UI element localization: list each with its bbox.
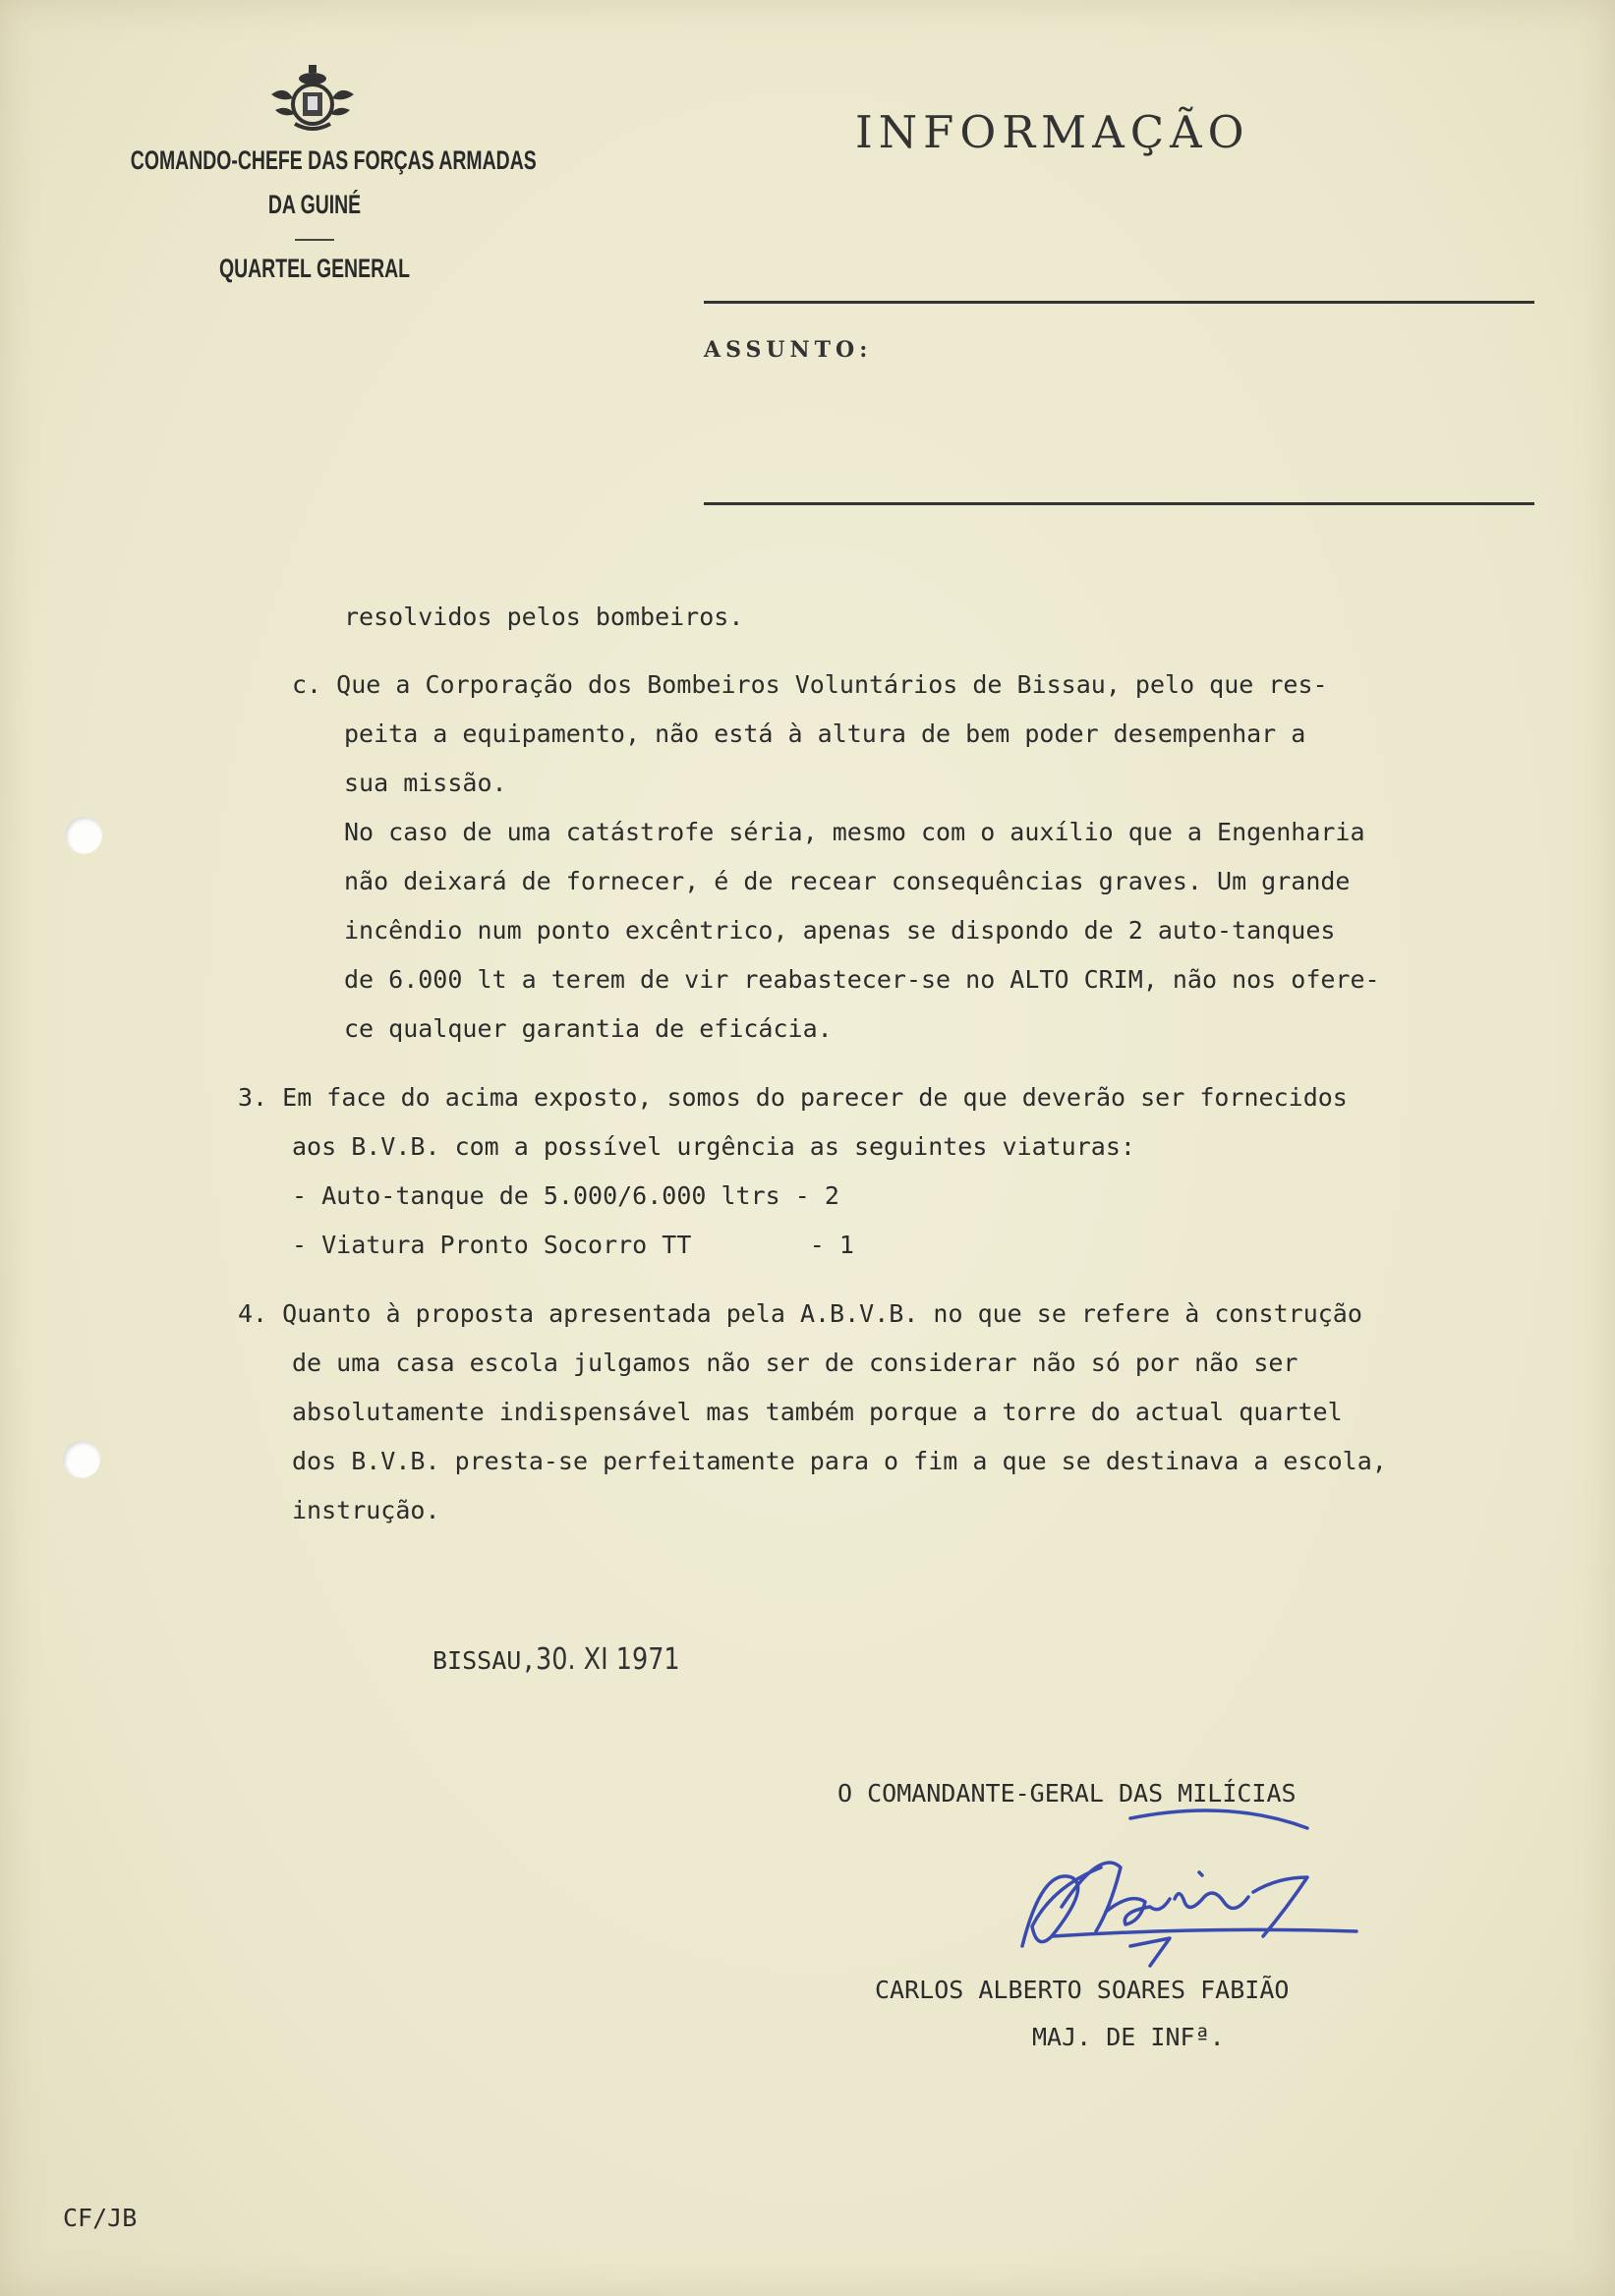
body-line: 4. Quanto à proposta apresentada pela A.B.V.B. no que se refere à construção [238,1299,1362,1328]
body-line: dos B.V.B. presta-se perfeitamente para o fim a que se destinava a escola, [292,1447,1387,1475]
body-line: incêndio num ponto excêntrico, apenas se dispondo de 2 auto-tanques [344,916,1336,945]
title-underline [704,301,1534,304]
body-line: 3. Em face do acima exposto, somos do parecer de que deverão ser fornecidos [238,1083,1348,1112]
body-line: - Viatura Pronto Socorro TT - 1 [292,1231,854,1259]
punch-hole [65,817,102,854]
signatory-title: O COMANDANTE-GERAL DAS MILÍCIAS [837,1779,1297,1808]
signatory-name: CARLOS ALBERTO SOARES FABIÃO [875,1976,1290,2004]
body-line: No caso de uma catástrofe séria, mesmo com o auxílio que a Engenharia [344,818,1365,846]
body-line: - Auto-tanque de 5.000/6.000 ltrs - 2 [292,1181,839,1210]
body-line: peita a equipamento, não está à altura de bem poder desempenhar a [344,719,1306,748]
body-line: c. Que a Corporação dos Bombeiros Voluntários de Bissau, pelo que res- [292,670,1328,699]
date: 30. XI 1971 [536,1642,681,1677]
body-line: aos B.V.B. com a possível urgência as seguintes viaturas: [292,1132,1135,1161]
body-line: de 6.000 lt a terem de vir reabastecer-se no ALTO CRIM, não nos ofere- [344,965,1380,994]
letterhead-line-2: DA GUINÉ [267,190,362,219]
body-line: instrução. [292,1496,440,1524]
reference-initials: CF/JB [63,2204,138,2232]
place: BISSAU, [433,1646,537,1675]
letterhead-divider [295,239,334,241]
body-line: ce qualquer garantia de eficácia. [344,1014,833,1043]
subject-label: ASSUNTO: [704,337,873,363]
place-date [433,1636,706,1686]
handwritten-signature [1012,1808,1366,1976]
letterhead-line-3: QUARTEL GENERAL [218,254,411,283]
body-line: resolvidos pelos bombeiros. [344,603,744,631]
punch-hole [63,1441,100,1478]
subject-underline [704,502,1534,505]
letterhead-line-1: COMANDO-CHEFE DAS FORÇAS ARMADAS [130,145,537,175]
coat-of-arms-icon [265,65,360,134]
body-line: de uma casa escola julgamos não ser de considerar não só por não ser [292,1349,1298,1377]
document-title: INFORMAÇÃO [855,106,1250,158]
body-line: absolutamente indispensável mas também porque a torre do actual quartel [292,1398,1343,1426]
body-line: sua missão. [344,769,507,797]
body-line: não deixará de fornecer, é de recear consequências graves. Um grande [344,867,1351,895]
signatory-rank: MAJ. DE INFª. [1032,2023,1225,2051]
